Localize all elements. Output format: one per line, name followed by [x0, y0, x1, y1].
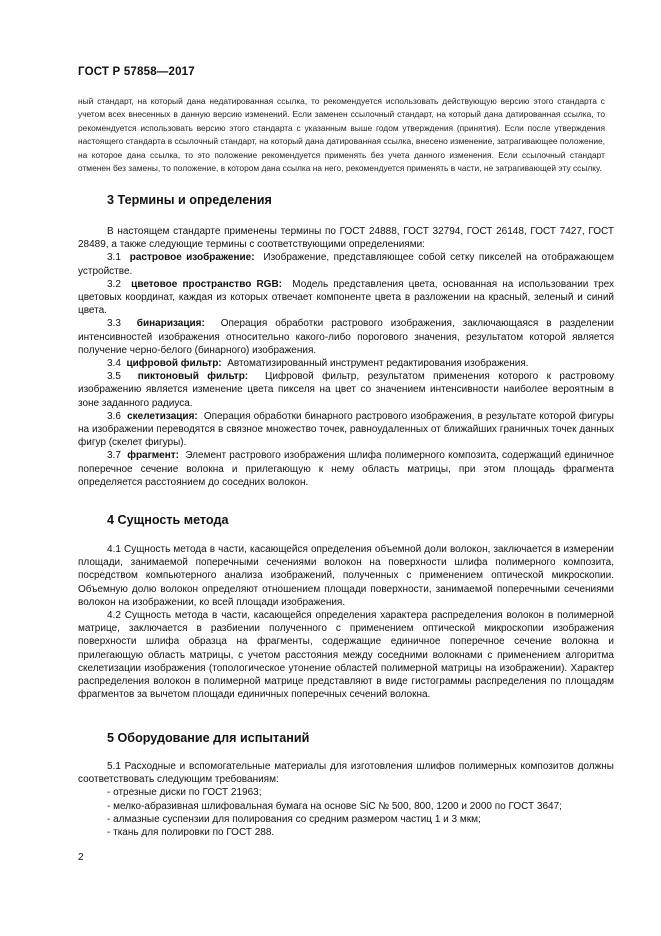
term-definition: Операция обработки растрового изображения, заключающаяся в разделении интенсивностей изображения относительно какого-либо порогового значения, результатом которой является получение черно-белого (бинарного) изображения.: [78, 318, 615, 356]
term-number: 3.5: [107, 371, 121, 383]
term-definition: Автоматизированный инструмент редактирования изображения.: [227, 358, 529, 370]
section-4-title: 4 Сущность метода: [107, 513, 229, 527]
term-3-6: [78, 410, 614, 450]
term-label: растровое изображение:: [129, 252, 255, 264]
term-definition: Элемент растрового изображения шлифа полимерного композита, содержащий единичное поперечное сечение волокна и прилегающую к нему область матрицы, при этом площадь фрагмента определяется расстоянием до соседних волокон.: [78, 450, 614, 488]
section-5-title: 5 Оборудование для испытаний: [107, 731, 310, 745]
term-number: 3.6: [107, 410, 121, 422]
section-3-title: 3 Термины и определения: [107, 193, 272, 207]
term-number: 3.4: [107, 358, 121, 370]
list-item: - алмазные суспензии для полирования со средним размером частиц 1 и 3 мкм;: [107, 813, 481, 825]
term-label: бинаризация:: [136, 318, 205, 330]
paragraph-4-1: 4.1 Сущность метода в части, касающейся определения объемной доли волокон, заключается в измерении площади, занимаемой поперечными сечениями волокон на поверхности шлифа полимерного композита, посредством компьютерного анализа изображений, полученных с применением оптической микроскопии. Объемную долю волокон определяют отношением площади поверхности, занимаемой поперечными сечениями волокон на изображении, ко всей площади изображения.: [78, 544, 614, 608]
term-label: цветовое пространство RGB:: [131, 278, 283, 290]
term-number: 3.1: [107, 252, 121, 264]
term-definition: Изображение, представляющее собой сетку пикселей на отображающем устройстве.: [78, 252, 614, 277]
section-4-body: [78, 543, 614, 701]
term-label: скелетизация:: [127, 410, 198, 422]
term-3-7: [78, 449, 614, 489]
term-label: фрагмент:: [127, 450, 180, 462]
paragraph-5-1: 5.1 Расходные и вспомогательные материалы для изготовления шлифов полимерных композитов должны соответствовать следующим требованиям:: [78, 761, 614, 786]
section-5-body: [78, 760, 614, 839]
term-3-4: [78, 357, 614, 370]
term-definition: Цифровой фильтр, результатом применения которого к растровому изображению является изменение цвета пикселя на цвет со значением интенсивности наиболее вероятным в зоне заданного радиуса.: [78, 371, 615, 409]
term-number: 3.7: [107, 450, 121, 462]
section-3-intro: В настоящем стандарте применены термины по ГОСТ 24888, ГОСТ 32794, ГОСТ 26148, ГОСТ 7427, ГОСТ 28489, а также следующие термины с соответствующими определениями:: [78, 226, 614, 251]
list-item: - отрезные диски по ГОСТ 21963;: [107, 787, 262, 799]
term-3-3: [78, 317, 614, 357]
list-item: - мелко-абразивная шлифовальная бумага на основе SiC № 500, 800, 1200 и 2000 по ГОСТ 3647;: [107, 800, 562, 812]
term-label: цифровой фильтр:: [126, 358, 222, 370]
term-number: 3.2: [107, 278, 121, 290]
paragraph-4-2: 4.2 Сущность метода в части, касающейся определения характера распределения волокон в полимерной матрице, заключается в разбиении полученного с применением оптической микроскопии изображения поверхности шлифа образца на фрагменты, содержащие единичное поперечное сечение волокна и прилегающую область матрицы, с учетом расстояния между соседними волокнами с применением алгоритма скелетизации изображения (топологическое утонение областей полимерной матрицы на изображении). Характер распределения волокон в полимерной матрице представляют в виде гистограммы распределения по площадям фрагментов за вычетом площади единичных поперечных сечений волокна.: [78, 610, 614, 701]
term-definition: Операция обработки бинарного растрового изображения, в результате которой фигуры на изображении переводятся в связное множество точек, равноудаленных от ближайших граничных точек данных фигур (скелет фигуры).: [78, 410, 614, 449]
page-header: ГОСТ Р 57858—2017: [78, 66, 195, 78]
term-definition: Модель представления цвета, основанная на использовании трех цветовых координат, каждая из которых отвечает компоненте цвета в разложении на красный, зеленый и синий цвета.: [78, 278, 614, 317]
term-3-1: [78, 251, 614, 277]
page-number: 2: [78, 852, 84, 863]
term-number: 3.3: [107, 318, 121, 330]
term-3-5: [78, 370, 614, 410]
list-item: - ткань для полировки по ГОСТ 288.: [107, 827, 275, 839]
section-3-body: [78, 225, 614, 489]
term-3-2: [78, 278, 614, 318]
carryover-paragraph: ный стандарт, на который дана недатированная ссылка, то рекомендуется использовать действующую версию этого стандарта с учетом всех внесенных в данную версию изменений. Если заменен ссылочный стандарт, на который дана датированная ссылка, то рекомендуется использовать версию этого стандарта с указанным выше годом утверждения (принятия). Если после утверждения настоящего стандарта в ссылочный стандарт, на который дана датированная ссылка, внесено изменение, затрагивающее положение, на которое дана ссылка, то это положение рекомендуется применять без учета данного изменения. Если ссылочный стандарт отменен без замены, то положение, в котором дана ссылка на него, рекомендуется применять в части, не затрагивающей эту ссылку.: [78, 96, 605, 174]
term-label: пиктоновый фильтр:: [137, 371, 249, 383]
